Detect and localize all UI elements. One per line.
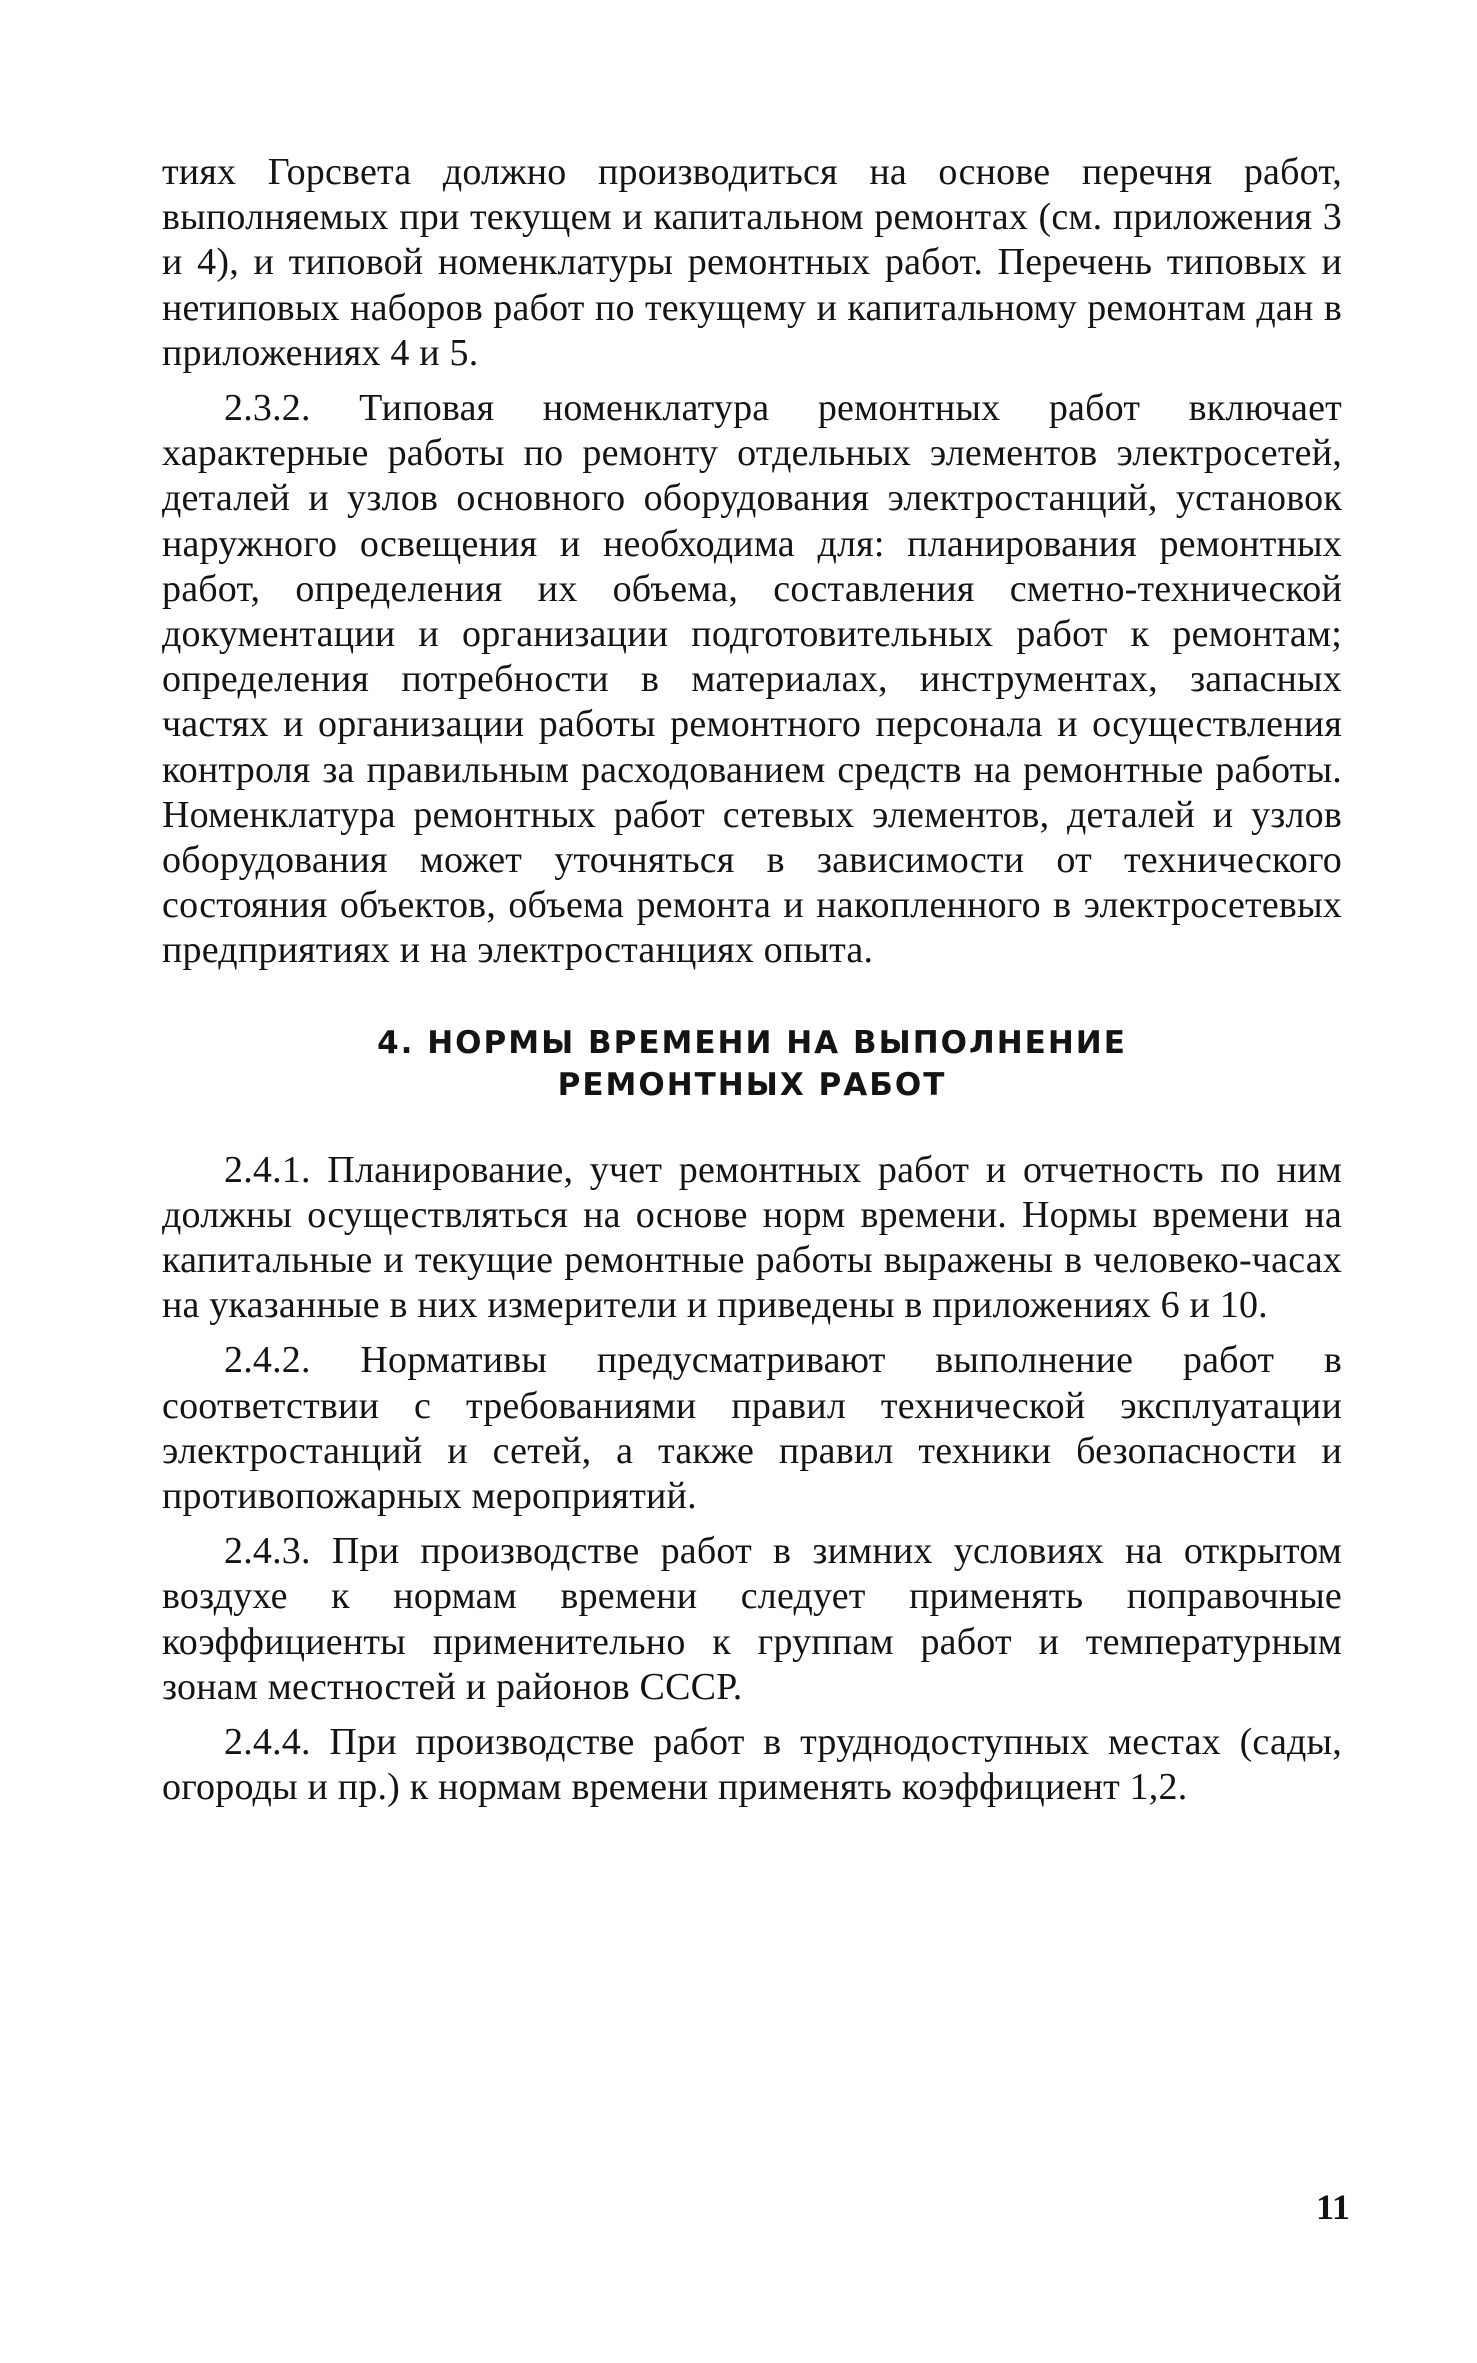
- paragraph-2-4-1: 2.4.1. Планирование, учет ремонтных работ и отчетность по ним должны осуществляться на основе норм времени. Нормы времени на капитальные и текущие ремонтные работы выражены в человеко-часах на указанные в них измерители и приведены в приложениях 6 и 10.: [162, 1148, 1342, 1327]
- page-number: 11: [1315, 2187, 1350, 2227]
- section-heading-line-1: 4. НОРМЫ ВРЕМЕНИ НА ВЫПОЛНЕНИЕ: [377, 1024, 1127, 1061]
- paragraph-2-4-2: 2.4.2. Нормативы предусматривают выполнение работ в соответствии с требованиями правил технической эксплуатации электростанций и сетей, а также правил техники безопасности и противопожарных мероприятий.: [162, 1339, 1342, 1518]
- paragraph-2-4-3: 2.4.3. При производстве работ в зимних условиях на открытом воздухе к нормам времени следует применять поправочные коэффициенты применительно к группам работ и температурным зонам местностей и районов СССР.: [162, 1530, 1342, 1708]
- paragraph-2-4-4: 2.4.4. При производстве работ в труднодоступных местах (сады, огороды и пр.) к нормам времени применять коэффициент 1,2.: [162, 1721, 1342, 1809]
- section-heading: [162, 1022, 1342, 1106]
- document-page: [162, 150, 1342, 1811]
- paragraph-2-3-2: 2.3.2. Типовая номенклатура ремонтных работ включает характерные работы по ремонту отдельных элементов электросетей, деталей и узлов основного оборудования электростанций, установок наружного освещения и необходима для: планирования ремонтных работ, определения их объема, составления сметно-технической документации и организации подготовительных работ к ремонтам; определения потребности в материалах, инструментах, запасных частях и организации работы ремонтного персонала и осуществления контроля за правильным расходованием средств на ремонтные работы. Номенклатура ремонтных работ сетевых элементов, деталей и узлов оборудования может уточняться в зависимости от технического состояния объектов, объема ремонта и накопленного в электросетевых предприятиях и на электростанциях опыта.: [162, 387, 1342, 972]
- section-heading-line-2: РЕМОНТНЫХ РАБОТ: [557, 1066, 947, 1103]
- paragraph-continuation: тиях Горсвета должно производиться на основе перечня работ, выполняемых при текущем и капитальном ремонтах (см. приложения 3 и 4), и типовой номенклатуры ремонтных работ. Перечень типовых и нетиповых наборов работ по текущему и капитальному ремонтам дан в приложениях 4 и 5.: [162, 151, 1342, 374]
